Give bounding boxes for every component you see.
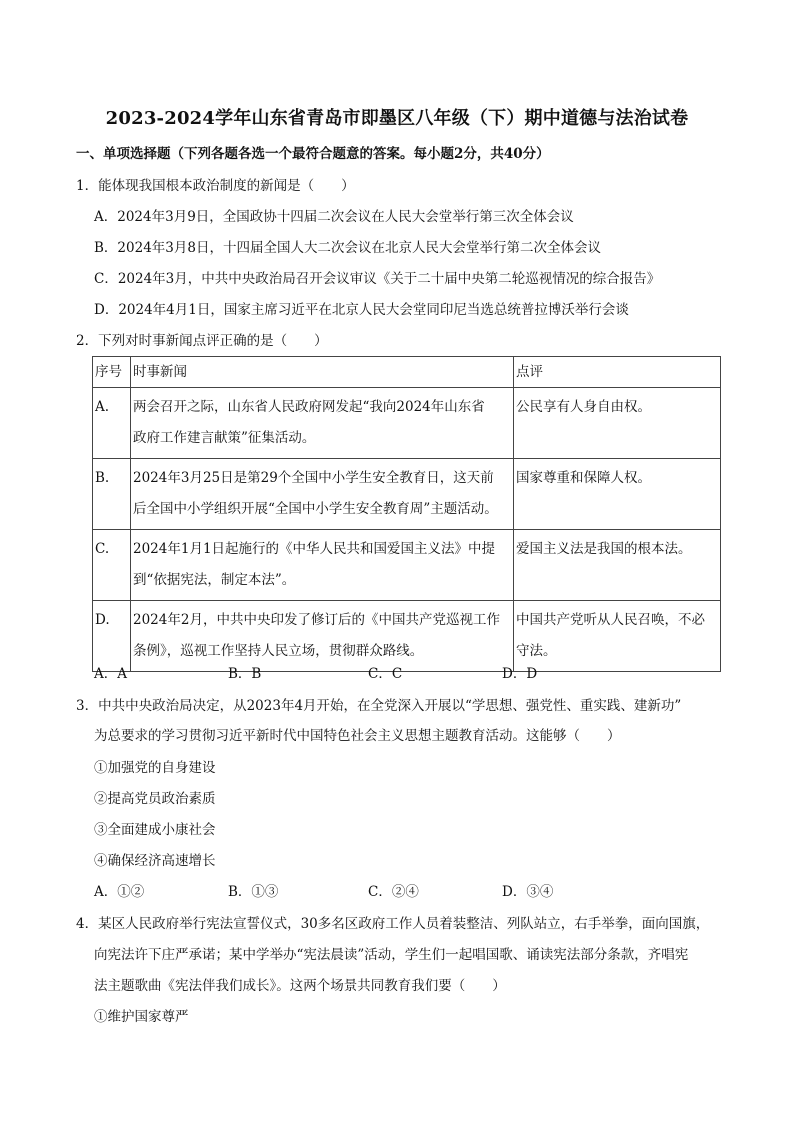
answer-option-a: A．A (94, 666, 127, 682)
row-news (131, 459, 514, 530)
answer-option-d: D．③④ (502, 884, 554, 900)
question-1-option-b: B．2024年3月8日，十四届全国人大二次会议在北京人民大会堂举行第二次全体会议 (94, 240, 601, 256)
row-comment-line: 公民享有人身自由权。 (516, 399, 651, 415)
row-id: B. (93, 459, 131, 530)
row-news-line: 两会召开之际，山东省人民政府网发起“我向2024年山东省 (133, 399, 485, 415)
row-news-line: 后全国中小学组织开展“全国中小学生安全教育周”主题活动。 (133, 501, 498, 517)
table-header-cell: 点评 (514, 357, 721, 388)
question-3-item-1: ①加强党的自身建设 (94, 760, 216, 776)
question-1-option-d: D．2024年4月1日，国家主席习近平在北京人民大会堂同印尼当选总统普拉博沃举行会谈 (94, 302, 629, 318)
answer-option-a: A．①② (94, 884, 145, 900)
question-3-item-2: ②提高党员政治素质 (94, 791, 216, 807)
row-comment-line: 爱国主义法是我国的根本法。 (516, 541, 692, 557)
row-id: A. (93, 388, 131, 459)
row-comment (514, 459, 721, 530)
question-1-option-a: A．2024年3月9日，全国政协十四届二次会议在人民大会堂举行第三次全体会议 (94, 209, 574, 225)
row-comment (514, 388, 721, 459)
question-1-stem: 1．能体现我国根本政治制度的新闻是（ ） (76, 178, 355, 194)
row-news-line: 到“依据宪法，制定本法”。 (133, 572, 296, 588)
row-id: C. (93, 530, 131, 601)
question-4-stem-line-3: 法主题歌曲《宪法伴我们成长》。这两个场景共同教育我们要（ ） (94, 978, 506, 994)
table-row (93, 530, 721, 601)
row-news (131, 388, 514, 459)
answer-option-c: C．C (368, 666, 403, 682)
row-comment (514, 601, 721, 672)
row-news-line: 政府工作建言献策”征集活动。 (133, 430, 316, 446)
table-row (93, 459, 721, 530)
answer-option-d: D．D (502, 666, 538, 682)
exam-title: 2023-2024学年山东省青岛市即墨区八年级（下）期中道德与法治试卷 (105, 108, 689, 129)
question-4-stem-line-1: 4．某区人民政府举行宪法宣誓仪式，30多名区政府工作人员着装整洁、列队站立，右手举拳，面向国旗， (76, 916, 710, 932)
news-table (92, 356, 721, 672)
table-header-cell: 序号 (93, 357, 131, 388)
row-comment-line: 国家尊重和保障人权。 (516, 470, 651, 486)
table-header-row (93, 357, 721, 388)
table-row (93, 601, 721, 672)
table-header-cell: 时事新闻 (131, 357, 514, 388)
section-heading: 一、单项选择题（下列各题各选一个最符合题意的答案。每小题2分，共40分） (76, 146, 550, 162)
question-3-item-4: ④确保经济高速增长 (94, 853, 216, 869)
row-comment (514, 530, 721, 601)
question-1-option-c: C．2024年3月，中共中央政治局召开会议审议《关于二十届中央第二轮巡视情况的综合报告》 (94, 271, 661, 287)
question-4-stem-line-2: 向宪法许下庄严承诺；某中学举办“宪法晨读”活动，学生们一起唱国歌、诵读宪法部分条款，齐唱宪 (94, 947, 689, 963)
row-news-line: 2024年2月，中共中央印发了修订后的《中国共产党巡视工作 (133, 612, 500, 628)
row-news (131, 530, 514, 601)
row-id: D. (93, 601, 131, 672)
row-news-line: 2024年1月1日起施行的《中华人民共和国爱国主义法》中提 (133, 541, 496, 557)
question-4-item-1: ①维护国家尊严 (94, 1009, 189, 1025)
question-3-stem-line-1: 3．中共中央政治局决定，从2023年4月开始，在全党深入开展以“学思想、强党性、重实践、建新功” (76, 698, 682, 714)
row-comment-line: 守法。 (516, 643, 557, 659)
question-2-stem: 2．下列对时事新闻点评正确的是（ ） (76, 333, 328, 349)
answer-option-b: B．①③ (228, 884, 279, 900)
answer-option-c: C．②④ (368, 884, 419, 900)
question-3-item-3: ③全面建成小康社会 (94, 822, 216, 838)
table-row (93, 388, 721, 459)
row-comment-line: 中国共产党听从人民召唤，不必 (516, 612, 705, 628)
answer-option-b: B．B (228, 666, 262, 682)
row-news-line: 条例》，巡视工作坚持人民立场，贯彻群众路线。 (133, 643, 424, 659)
question-3-stem-line-2: 为总要求的学习贯彻习近平新时代中国特色社会主义思想主题教育活动。这能够（ ） (94, 728, 621, 744)
row-news-line: 2024年3月25日是第29个全国中小学生安全教育日，这天前 (133, 470, 494, 486)
row-news (131, 601, 514, 672)
